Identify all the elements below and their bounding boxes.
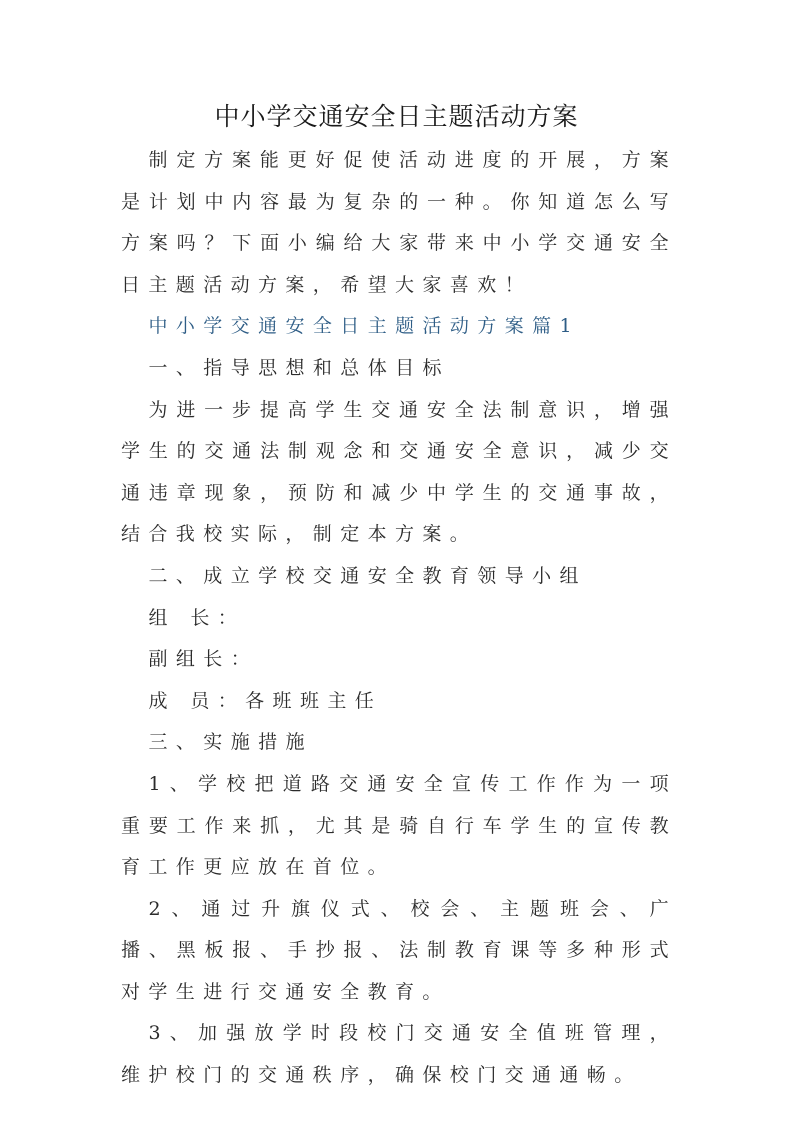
deputy-leader-line: 副组长： (148, 648, 259, 671)
part3-heading: 三、实施措施 (148, 731, 313, 754)
document-body (121, 140, 677, 1097)
members-line: 成 员：各班班主任 (148, 689, 383, 712)
leader-line: 组 长： (148, 606, 246, 629)
part1-body: 为进一步提高学生交通安全法制意识，增强学生的交通法制观念和交通安全意识，减少交通违章现象，预防和减少中学生的交通事故，结合我校实际，制定本方案。 (121, 398, 677, 546)
measure-item: 2、通过升旗仪式、校会、主题班会、广播、黑板报、手抄报、法制教育课等多种形式对学生进行交通安全教育。 (121, 897, 677, 1003)
measure-item: 3、加强放学时段校门交通安全值班管理，维护校门的交通秩序，确保校门交通通畅。 (121, 1022, 677, 1087)
document-title: 中小学交通安全日主题活动方案 (214, 102, 579, 131)
intro-paragraph: 制定方案能更好促使活动进度的开展，方案是计划中内容最为复杂的一种。你知道怎么写方案吗？下面小编给大家带来中小学交通安全日主题活动方案，希望大家喜欢！ (121, 149, 677, 296)
section-heading: 中小学交通安全日主题活动方案篇1 (148, 315, 580, 338)
part2-heading: 二、成立学校交通安全教育领导小组 (148, 564, 587, 587)
part1-heading: 一、指导思想和总体目标 (148, 356, 450, 379)
measure-item: 1、学校把道路交通安全宣传工作作为一项重要工作来抓，尤其是骑自行车学生的宣传教育工作更应放在首位。 (121, 772, 677, 879)
